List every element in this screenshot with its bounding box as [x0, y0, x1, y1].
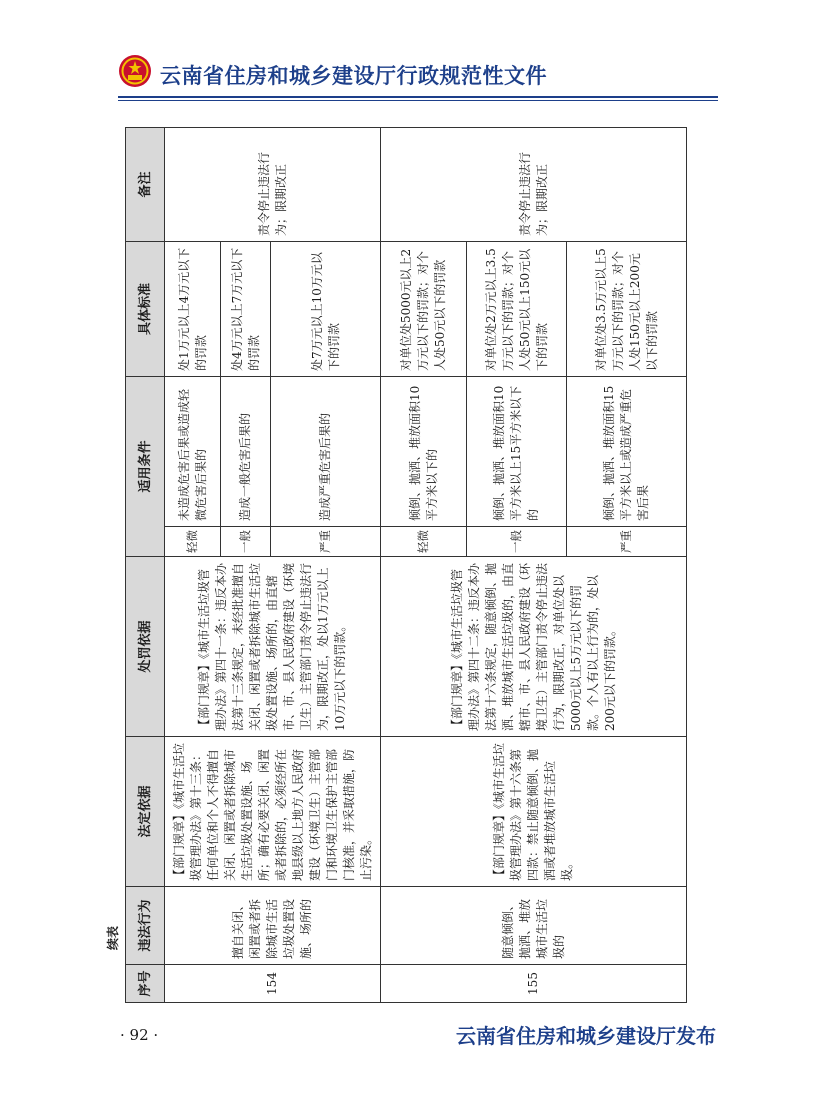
- penalty-basis: 【部门规章】《城市生活垃圾管理办法》第四十一条：违反本办法第十三条规定，未经批准擅自关闭、闲置或者拆除城市生活垃圾处置设施、场所的，由直辖市、市、县人民政府建设（环境卫生）主管部门责令停止违法行为，限期改正，处以1万元以上10万元以下的罚款。: [165, 557, 381, 737]
- table-header-row: [126, 127, 165, 1002]
- standard: 对单位处3.5万元以上5万元以下的罚款；对个人处150元以上200元以下的罚款: [567, 241, 687, 376]
- level-label: 轻微: [165, 527, 221, 557]
- header-rule-thin: [118, 100, 718, 101]
- level-label: 严重: [271, 527, 381, 557]
- standard: 处4万元以上7万元以下的罚款: [221, 241, 271, 376]
- condition: 未造成危害后果或造成轻微危害后果的: [165, 376, 221, 526]
- condition: 倾倒、抛洒、堆放面积10平方米以下的: [381, 376, 467, 526]
- document-header: [118, 52, 718, 96]
- standard: 对单位处5000元以上2万元以下的罚款；对个人处50元以下的罚款: [381, 241, 467, 376]
- condition: 造成一般危害后果的: [221, 376, 271, 526]
- page-title: 云南省住房和城乡建设厅行政规范性文件: [160, 64, 547, 88]
- penalty-table-wrapper: [125, 128, 685, 1003]
- level-label: 严重: [567, 527, 687, 557]
- legal-basis: 【部门规章】《城市生活垃圾管理办法》第十三条：任何单位和个人不得擅自关闭、闲置或者拆除城市生活垃圾处置设施、场所；确有必要关闭、闲置或者拆除的，必须经所在地县级以上地方人民政府建设（环境卫生）主管部门和环境卫生保护主管部门核准，并采取措施，防止污染。: [165, 737, 381, 887]
- violation-act: 随意倾倒、抛洒、堆放城市生活垃圾的: [381, 887, 687, 965]
- condition: 倾倒、抛洒、堆放面积15平方米以上或造成严重危害后果: [567, 376, 687, 526]
- condition: 倾倒、抛洒、堆放面积10平方米以上15平方米以下的: [467, 376, 567, 526]
- penalty-table: [125, 127, 687, 1003]
- header-act: 违法行为: [126, 887, 165, 965]
- header-no: 序号: [126, 965, 165, 1003]
- table-row: [165, 127, 221, 1002]
- page-number: · 92 ·: [120, 1026, 159, 1044]
- header-rule: [118, 96, 718, 98]
- level-label: 轻微: [381, 527, 467, 557]
- header-cond: 适用条件: [126, 376, 165, 556]
- header-legal: 法定依据: [126, 737, 165, 887]
- header-penalty: 处罚依据: [126, 557, 165, 737]
- legal-basis: 【部门规章】《城市生活垃圾管理办法》第十六条第四款：禁止随意倾倒、抛洒或者堆放城市生活垃圾。: [381, 737, 687, 887]
- remark: 责令停止违法行为；限期改正: [381, 127, 687, 241]
- remark: 责令停止违法行为；限期改正: [165, 127, 381, 241]
- standard: 对单位处2万元以上3.5万元以下的罚款；对个人处50元以上150元以下的罚款: [467, 241, 567, 376]
- level-label: 一般: [467, 527, 567, 557]
- publisher: 云南省住房和城乡建设厅发布: [456, 1024, 716, 1048]
- violation-act: 擅自关闭、闲置或者拆除城市生活垃圾处置设施、场所的: [165, 887, 381, 965]
- header-note: 备注: [126, 127, 165, 241]
- row-number: 154: [165, 965, 381, 1003]
- level-label: 一般: [221, 527, 271, 557]
- standard: 处7万元以上10万元以下的罚款: [271, 241, 381, 376]
- standard: 处1万元以上4万元以下的罚款: [165, 241, 221, 376]
- condition: 造成严重危害后果的: [271, 376, 381, 526]
- row-number: 155: [381, 965, 687, 1003]
- national-emblem-icon: [118, 54, 152, 88]
- penalty-basis: 【部门规章】《城市生活垃圾管理办法》第四十二条：违反本办法第十六条规定，随意倾倒、抛洒、堆放城市生活垃圾的，由直辖市、市、县人民政府建设（环境卫生）主管部门责令停止违法行为，限期改正，对单位处以5000元以上5万元以下的罚款。个人有以上行为的，处以200元以下的罚款。: [381, 557, 687, 737]
- header-std: 具体标准: [126, 241, 165, 376]
- table-row: [381, 127, 467, 1002]
- continued-label: 续表: [106, 925, 120, 950]
